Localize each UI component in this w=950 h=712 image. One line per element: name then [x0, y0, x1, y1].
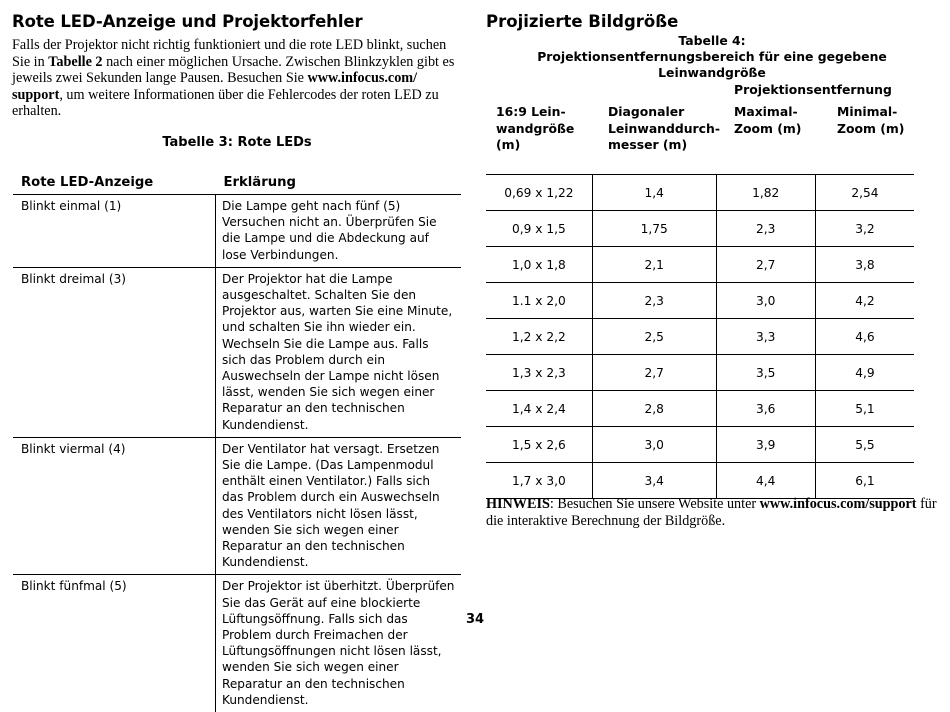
diagonal-cell: 2,8: [592, 391, 716, 427]
table-4-caption-line-1: Tabelle 4:: [678, 33, 746, 48]
diagonal-cell: 1,75: [592, 211, 716, 247]
table-row: [486, 391, 914, 427]
min-zoom-cell: 5,5: [815, 427, 914, 463]
max-zoom-cell: 2,3: [716, 211, 815, 247]
min-zoom-cell: 4,9: [815, 355, 914, 391]
table-row: [486, 283, 914, 319]
note-text-1: : Besuchen Sie unsere Website unter: [549, 496, 760, 512]
table-row: [486, 247, 914, 283]
min-zoom-cell: 3,2: [815, 211, 914, 247]
support-url[interactable]: www.infocus.com/ support: [12, 70, 418, 103]
max-zoom-cell: 3,3: [716, 319, 815, 355]
table-4-caption-line-2: Projektionsentfernungsbereich für eine gegebene Leinwandgröße: [537, 49, 887, 80]
screen-size-cell: 0,9 x 1,5: [486, 211, 592, 247]
page-number: 34: [465, 612, 485, 627]
diagonal-cell: 2,7: [592, 355, 716, 391]
min-zoom-cell: 4,6: [815, 319, 914, 355]
led-pattern-cell: Blinkt dreimal (3): [13, 267, 216, 437]
table-row: [13, 437, 461, 575]
led-pattern-cell: Blinkt einmal (1): [13, 194, 216, 267]
note-label: HINWEIS: [486, 496, 550, 512]
column-header-explanation: Erklärung: [216, 165, 462, 195]
table-row: [486, 319, 914, 355]
note: [486, 496, 938, 529]
diagonal-cell: 2,5: [592, 319, 716, 355]
header-max-zoom: Maximal-Zoom (m): [734, 104, 802, 136]
diagonal-cell: 1,4: [592, 175, 716, 211]
intro-paragraph: [12, 37, 462, 120]
left-column: [12, 12, 462, 712]
explanation-cell: Der Ventilator hat versagt. Ersetzen Sie die Lampe. (Das Lampenmodul enthält einen Ventilator.) Falls sich das Problem durch ein Auswechseln des Ventilators nicht lösen lässt, wenden Sie sich wegen einer Reparatur an den technischen Kundendienst.: [216, 437, 462, 575]
right-column: [486, 12, 938, 529]
image-size-section-title: Projizierte Bildgröße: [486, 12, 679, 31]
note-url[interactable]: www.infocus.com/support: [759, 496, 917, 512]
max-zoom-cell: 4,4: [716, 463, 815, 499]
projection-table: [486, 174, 914, 499]
table-row: [13, 267, 461, 437]
table-4-headers: [486, 104, 938, 164]
led-pattern-cell: Blinkt fünfmal (5): [21, 579, 127, 594]
header-min-zoom: Minimal-Zoom (m): [837, 104, 905, 136]
projection-distance-header: Projektionsentfernung: [734, 82, 892, 97]
screen-size-cell: 0,69 x 1,22: [486, 175, 592, 211]
screen-size-cell: 1,5 x 2,6: [486, 427, 592, 463]
screen-size-cell: 1.1 x 2,0: [486, 283, 592, 319]
min-zoom-cell: 6,1: [815, 463, 914, 499]
table-row: [486, 427, 914, 463]
table-2-reference: Tabelle 2: [48, 53, 103, 70]
screen-size-cell: 1,3 x 2,3: [486, 355, 592, 391]
intro-text-3: , um weitere Informationen über die Fehlercodes der roten LED zu erhalten.: [12, 86, 439, 120]
min-zoom-cell: 5,1: [815, 391, 914, 427]
min-zoom-cell: 4,2: [815, 283, 914, 319]
intro-text-2: nach einer möglichen Ursache. Zwischen Blinkzyklen gibt es jeweils zwei Sekunden lange Pausen. Besuchen Sie: [12, 53, 455, 87]
max-zoom-cell: 2,7: [716, 247, 815, 283]
table-row: [486, 211, 914, 247]
screen-size-cell: 1,4 x 2,4: [486, 391, 592, 427]
screen-size-cell: 1,7 x 3,0: [486, 463, 592, 499]
explanation-cell: Der Projektor ist überhitzt. Überprüfen Sie das Gerät auf eine blockierte Lüftungsöffnung. Falls sich das Problem durch Freimachen der Lüftungsöffnungen nicht lösen lässt, wenden Sie sich wegen einer Reparatur an den technischen Kundendienst.: [216, 575, 462, 712]
diagonal-cell: 2,3: [592, 283, 716, 319]
header-diagonal: Diagonaler Leinwanddurch-messer (m): [608, 104, 720, 152]
table-row: [486, 355, 914, 391]
max-zoom-cell: 3,5: [716, 355, 815, 391]
table-row: [486, 175, 914, 211]
explanation-cell: Die Lampe geht nach fünf (5) Versuchen nicht an. Überprüfen Sie die Lampe und die Abdeckung auf lose Verbindungen.: [216, 194, 462, 267]
table-row: [13, 194, 461, 267]
max-zoom-cell: 3,9: [716, 427, 815, 463]
max-zoom-cell: 3,0: [716, 283, 815, 319]
screen-size-cell: 1,0 x 1,8: [486, 247, 592, 283]
column-header-led: Rote LED-Anzeige: [13, 165, 216, 195]
intro-text-1: Falls der Projektor nicht richtig funktioniert und die rote LED blinkt, suchen Sie in: [12, 37, 447, 70]
diagonal-cell: 3,0: [592, 427, 716, 463]
table-row: [13, 575, 461, 712]
led-pattern-cell: Blinkt viermal (4): [13, 437, 216, 575]
diagonal-cell: 2,1: [592, 247, 716, 283]
header-screen-size: 16:9 Lein-wandgröße (m): [496, 104, 575, 152]
table-row: [486, 463, 914, 499]
note-text-2: für die interaktive Berechnung der Bildgröße.: [486, 496, 937, 529]
min-zoom-cell: 2,54: [815, 175, 914, 211]
max-zoom-cell: 1,82: [716, 175, 815, 211]
diagonal-cell: 3,4: [592, 463, 716, 499]
max-zoom-cell: 3,6: [716, 391, 815, 427]
explanation-cell: Der Projektor hat die Lampe ausgeschaltet. Schalten Sie den Projektor aus, warten Sie eine Minute, und schalten Sie ihn wieder ein. Wechseln Sie die Lampe aus. Falls sich das Problem durch ein Auswechseln der Lampe nicht lösen lässt, wenden Sie sich wegen einer Reparatur an den technischen Kundendienst.: [216, 267, 462, 437]
screen-size-cell: 1,2 x 2,2: [486, 319, 592, 355]
table-3-caption: Tabelle 3: Rote LEDs: [162, 134, 312, 150]
min-zoom-cell: 3,8: [815, 247, 914, 283]
led-section-title: Rote LED-Anzeige und Projektorfehler: [12, 12, 363, 31]
